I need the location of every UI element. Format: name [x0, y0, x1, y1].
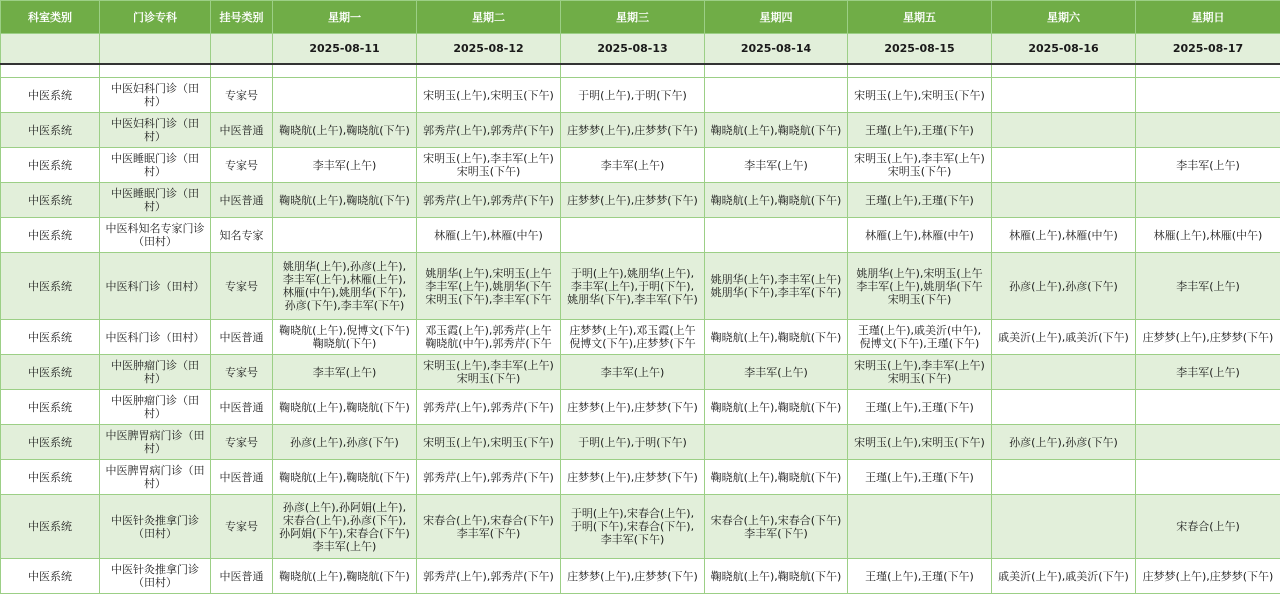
reg-type-cell: 专家号 — [211, 425, 273, 460]
date-thursday: 2025-08-14 — [705, 34, 848, 65]
dept-category-cell: 中医系统 — [1, 253, 100, 320]
schedule-cell-friday: 姚朋华(上午),宋明玉(上午 李丰军(上午),姚朋华(下午 宋明玉(下午) — [848, 253, 992, 320]
schedule-cell-tuesday: 宋明玉(上午),宋明玉(下午) — [417, 78, 561, 113]
schedule-cell-saturday: 孙彦(上午),孙彦(下午) — [992, 425, 1136, 460]
dept-category-cell: 中医系统 — [1, 218, 100, 253]
schedule-cell-thursday: 鞠晓航(上午),鞠晓航(下午) — [705, 183, 848, 218]
header-dept-category: 科室类别 — [1, 1, 100, 34]
schedule-cell-sunday: 李丰军(上午) — [1136, 253, 1280, 320]
dept-category-cell: 中医系统 — [1, 355, 100, 390]
header-tuesday: 星期二 — [417, 1, 561, 34]
clinic-cell: 中医脾胃病门诊（田 村） — [100, 460, 211, 495]
header-reg-type: 挂号类别 — [211, 1, 273, 34]
separator-row — [1, 64, 1280, 78]
separator-cell — [1136, 64, 1280, 78]
schedule-cell-monday: 李丰军(上午) — [273, 148, 417, 183]
schedule-cell-saturday: 孙彦(上午),孙彦(下午) — [992, 253, 1136, 320]
schedule-cell-saturday — [992, 113, 1136, 148]
schedule-cell-friday — [848, 495, 992, 559]
schedule-cell-tuesday: 郭秀芹(上午),郭秀芹(下午) — [417, 390, 561, 425]
schedule-cell-saturday — [992, 355, 1136, 390]
schedule-cell-friday: 王瑾(上午),王瑾(下午) — [848, 559, 992, 594]
schedule-cell-saturday: 戚美沂(上午),戚美沂(下午) — [992, 320, 1136, 355]
separator-cell — [992, 64, 1136, 78]
schedule-cell-thursday: 宋春合(上午),宋春合(下午) 李丰军(下午) — [705, 495, 848, 559]
schedule-cell-monday: 鞠晓航(上午),鞠晓航(下午) — [273, 113, 417, 148]
separator-cell — [100, 64, 211, 78]
reg-type-cell: 专家号 — [211, 253, 273, 320]
clinic-cell: 中医脾胃病门诊（田 村） — [100, 425, 211, 460]
schedule-cell-tuesday: 姚朋华(上午),宋明玉(上午 李丰军(上午),姚朋华(下午 宋明玉(下午),李丰军(下午 — [417, 253, 561, 320]
schedule-cell-sunday: 林雁(上午),林雁(中午) — [1136, 218, 1280, 253]
reg-type-cell: 专家号 — [211, 355, 273, 390]
schedule-cell-friday: 宋明玉(上午),李丰军(上午) 宋明玉(下午) — [848, 148, 992, 183]
table-row — [1, 559, 1280, 594]
date-tuesday: 2025-08-12 — [417, 34, 561, 65]
schedule-cell-monday — [273, 218, 417, 253]
schedule-cell-saturday — [992, 148, 1136, 183]
schedule-cell-wednesday: 庄梦梦(上午),邓玉霞(上午 倪博文(下午),庄梦梦(下午 — [561, 320, 705, 355]
clinic-cell: 中医针灸推拿门诊 （田村） — [100, 495, 211, 559]
header-friday: 星期五 — [848, 1, 992, 34]
dept-category-cell: 中医系统 — [1, 425, 100, 460]
schedule-cell-wednesday: 庄梦梦(上午),庄梦梦(下午) — [561, 460, 705, 495]
schedule-cell-wednesday: 于明(上午),于明(下午) — [561, 78, 705, 113]
schedule-cell-saturday — [992, 390, 1136, 425]
dept-category-cell: 中医系统 — [1, 78, 100, 113]
clinic-cell: 中医科知名专家门诊 （田村） — [100, 218, 211, 253]
schedule-cell-sunday: 庄梦梦(上午),庄梦梦(下午) — [1136, 320, 1280, 355]
schedule-cell-wednesday: 庄梦梦(上午),庄梦梦(下午) — [561, 390, 705, 425]
schedule-cell-wednesday: 庄梦梦(上午),庄梦梦(下午) — [561, 113, 705, 148]
table-row — [1, 425, 1280, 460]
schedule-cell-sunday — [1136, 390, 1280, 425]
table-row — [1, 148, 1280, 183]
schedule-cell-thursday — [705, 78, 848, 113]
schedule-cell-sunday — [1136, 78, 1280, 113]
schedule-cell-sunday — [1136, 113, 1280, 148]
schedule-cell-monday: 李丰军(上午) — [273, 355, 417, 390]
date-cell — [100, 34, 211, 65]
clinic-cell: 中医妇科门诊（田 村） — [100, 78, 211, 113]
dept-category-cell: 中医系统 — [1, 148, 100, 183]
clinic-cell: 中医睡眠门诊（田 村） — [100, 148, 211, 183]
table-row — [1, 183, 1280, 218]
schedule-cell-monday: 鞠晓航(上午),鞠晓航(下午) — [273, 390, 417, 425]
table-row — [1, 355, 1280, 390]
schedule-cell-sunday — [1136, 425, 1280, 460]
clinic-cell: 中医睡眠门诊（田 村） — [100, 183, 211, 218]
date-sunday: 2025-08-17 — [1136, 34, 1280, 65]
schedule-cell-thursday — [705, 425, 848, 460]
schedule-cell-friday: 王瑾(上午),王瑾(下午) — [848, 113, 992, 148]
schedule-cell-wednesday: 庄梦梦(上午),庄梦梦(下午) — [561, 183, 705, 218]
dept-category-cell: 中医系统 — [1, 460, 100, 495]
date-saturday: 2025-08-16 — [992, 34, 1136, 65]
table-row — [1, 390, 1280, 425]
reg-type-cell: 专家号 — [211, 495, 273, 559]
schedule-cell-thursday: 鞠晓航(上午),鞠晓航(下午) — [705, 460, 848, 495]
schedule-cell-monday — [273, 78, 417, 113]
schedule-cell-wednesday: 于明(上午),宋春合(上午), 于明(下午),宋春合(下午), 李丰军(下午) — [561, 495, 705, 559]
table-row — [1, 113, 1280, 148]
clinic-cell: 中医科门诊（田村） — [100, 253, 211, 320]
schedule-cell-monday: 姚朋华(上午),孙彦(上午), 李丰军(上午),林雁(上午), 林雁(中午),姚朋华(下午), 孙彦(下午),李丰军(下午) — [273, 253, 417, 320]
schedule-cell-friday: 林雁(上午),林雁(中午) — [848, 218, 992, 253]
schedule-cell-tuesday: 郭秀芹(上午),郭秀芹(下午) — [417, 113, 561, 148]
schedule-cell-tuesday: 林雁(上午),林雁(中午) — [417, 218, 561, 253]
clinic-cell: 中医科门诊（田村） — [100, 320, 211, 355]
schedule-cell-sunday: 宋春合(上午) — [1136, 495, 1280, 559]
schedule-cell-saturday — [992, 495, 1136, 559]
header-row — [1, 1, 1280, 34]
schedule-cell-tuesday: 宋春合(上午),宋春合(下午) 李丰军(下午) — [417, 495, 561, 559]
reg-type-cell: 中医普通 — [211, 390, 273, 425]
reg-type-cell: 中医普通 — [211, 183, 273, 218]
schedule-cell-friday: 宋明玉(上午),李丰军(上午) 宋明玉(下午) — [848, 355, 992, 390]
schedule-cell-monday: 鞠晓航(上午),鞠晓航(下午) — [273, 183, 417, 218]
date-wednesday: 2025-08-13 — [561, 34, 705, 65]
table-row — [1, 320, 1280, 355]
schedule-cell-wednesday: 于明(上午),姚朋华(上午), 李丰军(上午),于明(下午), 姚朋华(下午),李丰军(下午) — [561, 253, 705, 320]
schedule-cell-monday: 孙彦(上午),孙彦(下午) — [273, 425, 417, 460]
reg-type-cell: 中医普通 — [211, 320, 273, 355]
schedule-cell-thursday — [705, 218, 848, 253]
dept-category-cell: 中医系统 — [1, 559, 100, 594]
schedule-cell-tuesday: 郭秀芹(上午),郭秀芹(下午) — [417, 183, 561, 218]
schedule-cell-thursday: 李丰军(上午) — [705, 148, 848, 183]
schedule-cell-thursday: 姚朋华(上午),李丰军(上午) 姚朋华(下午),李丰军(下午) — [705, 253, 848, 320]
clinic-cell: 中医肿瘤门诊（田 村） — [100, 390, 211, 425]
schedule-cell-thursday: 鞠晓航(上午),鞠晓航(下午) — [705, 559, 848, 594]
schedule-cell-wednesday: 李丰军(上午) — [561, 355, 705, 390]
schedule-cell-monday: 孙彦(上午),孙阿娟(上午), 宋春合(上午),孙彦(下午), 孙阿娟(下午),宋春合(下午) 李丰军(上午) — [273, 495, 417, 559]
schedule-cell-wednesday: 李丰军(上午) — [561, 148, 705, 183]
table-row — [1, 218, 1280, 253]
schedule-cell-wednesday — [561, 218, 705, 253]
separator-cell — [211, 64, 273, 78]
separator-cell — [273, 64, 417, 78]
schedule-cell-thursday: 李丰军(上午) — [705, 355, 848, 390]
separator-cell — [848, 64, 992, 78]
clinic-cell: 中医妇科门诊（田 村） — [100, 113, 211, 148]
separator-cell — [417, 64, 561, 78]
schedule-cell-sunday — [1136, 183, 1280, 218]
date-row — [1, 34, 1280, 65]
schedule-cell-tuesday: 郭秀芹(上午),郭秀芹(下午) — [417, 559, 561, 594]
schedule-cell-sunday: 李丰军(上午) — [1136, 148, 1280, 183]
schedule-cell-friday: 王瑾(上午),王瑾(下午) — [848, 460, 992, 495]
dept-category-cell: 中医系统 — [1, 495, 100, 559]
schedule-cell-friday: 王瑾(上午),王瑾(下午) — [848, 390, 992, 425]
schedule-cell-saturday: 戚美沂(上午),戚美沂(下午) — [992, 559, 1136, 594]
table-row — [1, 253, 1280, 320]
schedule-cell-friday: 宋明玉(上午),宋明玉(下午) — [848, 78, 992, 113]
date-monday: 2025-08-11 — [273, 34, 417, 65]
table-row — [1, 460, 1280, 495]
reg-type-cell: 知名专家 — [211, 218, 273, 253]
schedule-cell-thursday: 鞠晓航(上午),鞠晓航(下午) — [705, 113, 848, 148]
header-thursday: 星期四 — [705, 1, 848, 34]
reg-type-cell: 中医普通 — [211, 460, 273, 495]
schedule-cell-friday: 王瑾(上午),王瑾(下午) — [848, 183, 992, 218]
schedule-cell-wednesday: 庄梦梦(上午),庄梦梦(下午) — [561, 559, 705, 594]
schedule-cell-monday: 鞠晓航(上午),鞠晓航(下午) — [273, 460, 417, 495]
dept-category-cell: 中医系统 — [1, 320, 100, 355]
schedule-cell-monday: 鞠晓航(上午),鞠晓航(下午) — [273, 559, 417, 594]
schedule-cell-tuesday: 宋明玉(上午),宋明玉(下午) — [417, 425, 561, 460]
date-cell — [211, 34, 273, 65]
schedule-cell-sunday: 庄梦梦(上午),庄梦梦(下午) — [1136, 559, 1280, 594]
schedule-cell-friday: 王瑾(上午),戚美沂(中午), 倪博文(下午),王瑾(下午) — [848, 320, 992, 355]
schedule-cell-saturday: 林雁(上午),林雁(中午) — [992, 218, 1136, 253]
date-friday: 2025-08-15 — [848, 34, 992, 65]
separator-cell — [1, 64, 100, 78]
schedule-cell-friday: 宋明玉(上午),宋明玉(下午) — [848, 425, 992, 460]
header-saturday: 星期六 — [992, 1, 1136, 34]
schedule-cell-sunday — [1136, 460, 1280, 495]
schedule-cell-tuesday: 宋明玉(上午),李丰军(上午) 宋明玉(下午) — [417, 355, 561, 390]
clinic-cell: 中医肿瘤门诊（田 村） — [100, 355, 211, 390]
reg-type-cell: 中医普通 — [211, 559, 273, 594]
schedule-cell-tuesday: 郭秀芹(上午),郭秀芹(下午) — [417, 460, 561, 495]
schedule-cell-monday: 鞠晓航(上午),倪博文(下午) 鞠晓航(下午) — [273, 320, 417, 355]
reg-type-cell: 专家号 — [211, 148, 273, 183]
separator-cell — [705, 64, 848, 78]
date-cell — [1, 34, 100, 65]
schedule-cell-saturday — [992, 460, 1136, 495]
table-row — [1, 78, 1280, 113]
header-clinic: 门诊专科 — [100, 1, 211, 34]
schedule-cell-thursday: 鞠晓航(上午),鞠晓航(下午) — [705, 390, 848, 425]
schedule-cell-wednesday: 于明(上午),于明(下午) — [561, 425, 705, 460]
schedule-body — [1, 78, 1280, 594]
table-row — [1, 495, 1280, 559]
reg-type-cell: 中医普通 — [211, 113, 273, 148]
header-monday: 星期一 — [273, 1, 417, 34]
schedule-cell-saturday — [992, 183, 1136, 218]
reg-type-cell: 专家号 — [211, 78, 273, 113]
schedule-cell-tuesday: 宋明玉(上午),李丰军(上午) 宋明玉(下午) — [417, 148, 561, 183]
schedule-cell-tuesday: 邓玉霞(上午),郭秀芹(上午 鞠晓航(中午),郭秀芹(下午 — [417, 320, 561, 355]
dept-category-cell: 中医系统 — [1, 390, 100, 425]
separator-cell — [561, 64, 705, 78]
dept-category-cell: 中医系统 — [1, 183, 100, 218]
schedule-cell-thursday: 鞠晓航(上午),鞠晓航(下午) — [705, 320, 848, 355]
schedule-cell-sunday: 李丰军(上午) — [1136, 355, 1280, 390]
header-wednesday: 星期三 — [561, 1, 705, 34]
dept-category-cell: 中医系统 — [1, 113, 100, 148]
clinic-cell: 中医针灸推拿门诊 （田村） — [100, 559, 211, 594]
schedule-cell-saturday — [992, 78, 1136, 113]
header-sunday: 星期日 — [1136, 1, 1280, 34]
